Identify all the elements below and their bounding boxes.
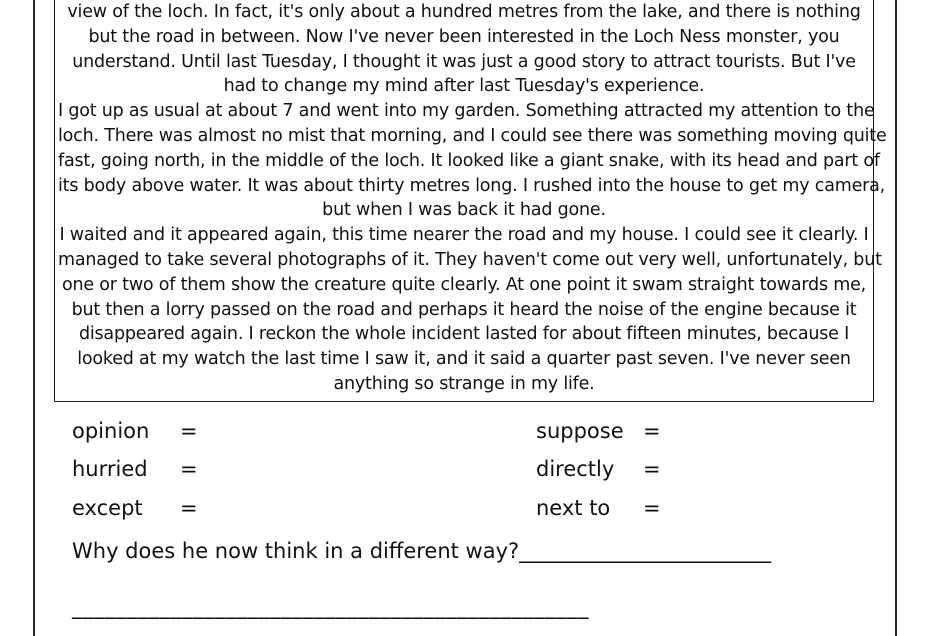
equals-sign: =: [643, 457, 661, 481]
passage-line: fast, going north, in the middle of the loch. It looked like a giant snake, with its head and part of: [58, 150, 880, 171]
equals-sign: =: [180, 419, 198, 443]
passage-line: looked at my watch the last time I saw it, and it said a quarter past seven. I've never seen: [77, 349, 851, 370]
passage-line: view of the loch. In fact, it's only about a hundred metres from the lake, and there is nothing: [67, 2, 861, 22]
vocab-word: except: [72, 496, 143, 520]
vocab-word: suppose: [536, 419, 624, 443]
passage-line: disappeared again. I reckon the whole incident lasted for about fifteen minutes, because I: [78, 324, 850, 345]
passage-line: but when I was back it had gone.: [322, 200, 606, 221]
equals-sign: =: [643, 496, 661, 520]
passage-line: had to change my mind after last Tuesday's experience.: [223, 76, 705, 97]
passage-line: but then a lorry passed on the road and perhaps it heard the noise of the engine because it: [71, 299, 857, 320]
passage-line: anything so strange in my life.: [333, 373, 595, 394]
passage-line: but the road in between. Now I've never been interested in the Loch Ness monster, you: [88, 26, 840, 47]
reading-passage: [58, 0, 887, 397]
passage-line: loch. There was almost no mist that morning, and I could see there was something moving quite: [58, 125, 887, 146]
passage-line: one or two of them show the creature quite clearly. At one point it swam straight towards me,: [61, 274, 867, 295]
vocab-word: next to: [536, 496, 611, 520]
passage-line: I waited and it appeared again, this time nearer the road and my house. I could see it clearly. I: [59, 225, 869, 246]
answer-line: _______________________________________________: [72, 595, 589, 619]
equals-sign: =: [180, 496, 198, 520]
passage-line: its body above water. It was about thirty metres long. I rushed into the house to get my camera,: [58, 175, 886, 196]
vocab-word: hurried: [72, 457, 148, 481]
passage-line: I got up as usual at about 7 and went into my garden. Something attracted my attention to the: [58, 101, 875, 122]
passage-line: understand. Until last Tuesday, I thought it was just a good story to attract tourists. But I've: [72, 51, 856, 72]
equals-sign: =: [180, 457, 198, 481]
equals-sign: =: [643, 419, 661, 443]
vocab-word: directly: [536, 457, 615, 481]
comprehension-question: Why does he now think in a different way?________________________: [72, 539, 772, 563]
vocab-word: opinion: [72, 419, 150, 443]
passage-line: managed to take several photographs of it. They haven't come out very well, unfortunately, but: [58, 249, 882, 270]
